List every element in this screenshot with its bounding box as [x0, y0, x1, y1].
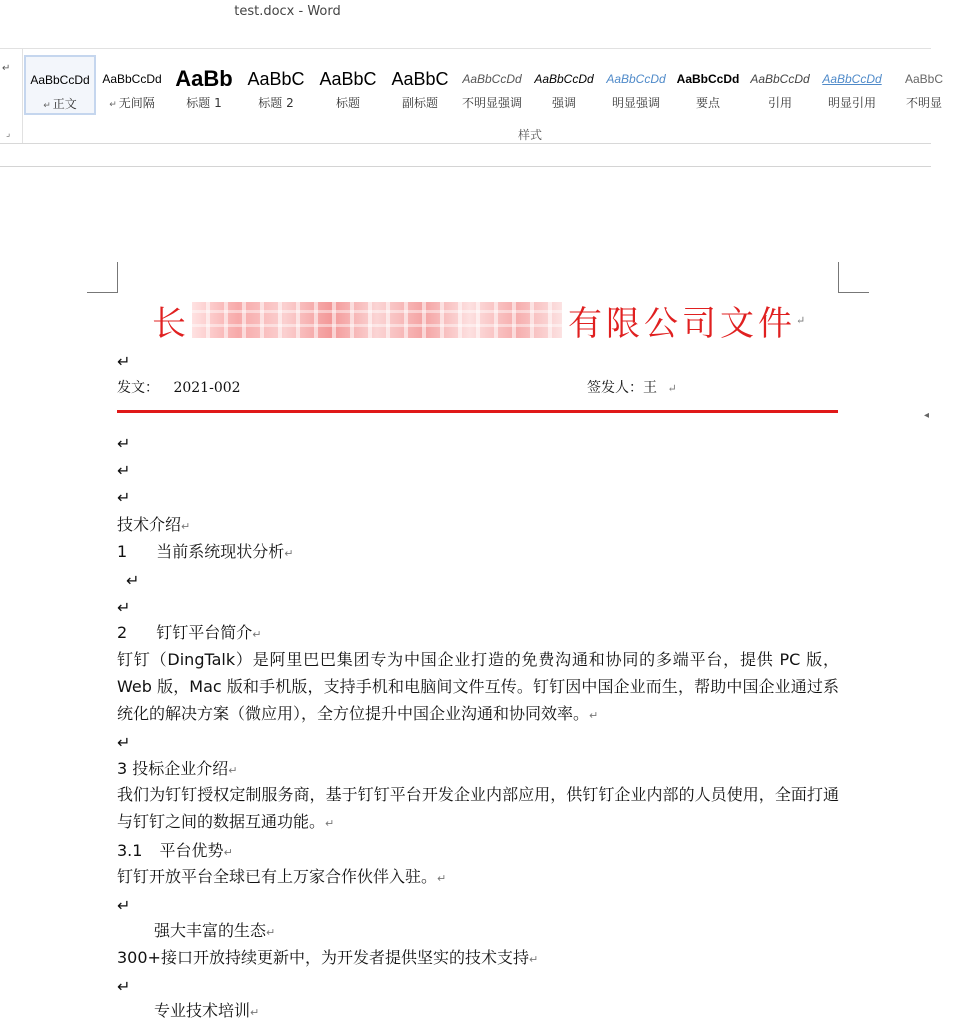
style-preview: AaBbC	[904, 72, 944, 86]
paragraph-mark: ↵	[667, 382, 677, 395]
style-preview: AaBbCcDd	[462, 72, 522, 86]
heading-text: 平台优势	[159, 841, 224, 860]
group-label: 样式	[517, 128, 542, 142]
style-preview: AaBbCcDd	[102, 72, 162, 86]
heading-1	[117, 539, 294, 562]
empty-paragraph: ↵	[117, 896, 131, 915]
window-title: test.docx - Word	[234, 4, 341, 19]
ribbon-styles-group	[0, 49, 944, 144]
issue-label: 发文：	[117, 380, 159, 396]
issue-line	[117, 377, 241, 397]
style-name: 副标题	[401, 96, 438, 110]
heading-text: 当前系统现状分析	[156, 542, 285, 561]
style-heading-2[interactable]	[240, 55, 312, 115]
ribbon-left-stub	[0, 49, 23, 143]
style-preview: AaBbCcDd	[676, 72, 740, 86]
style-name: 标题	[335, 96, 360, 110]
style-name: 不明显	[905, 96, 942, 110]
red-header-title	[152, 298, 805, 342]
style-title[interactable]	[312, 55, 384, 115]
paragraph-mark: ↵	[528, 953, 539, 966]
style-quote[interactable]	[744, 55, 816, 115]
style-intense-emphasis[interactable]	[600, 55, 672, 115]
paragraph-mark-icon[interactable]: ↵	[2, 63, 11, 74]
heading-2	[117, 620, 262, 643]
style-name: 强调	[551, 96, 576, 110]
eco-title: 强大丰富的生态↵	[154, 921, 276, 940]
side-mark-icon: ◂	[924, 410, 930, 421]
title-bar	[0, 0, 931, 49]
paragraph-company: 我们为钉钉授权定制服务商，基于钉钉平台开发企业内部应用，供钉钉企业内部的人员使用，全面打通与钉钉之间的数据互通功能。↵	[117, 785, 839, 831]
paragraph-mark: ↵	[250, 1006, 260, 1019]
red-divider	[117, 410, 838, 413]
style-preview: AaBbC	[319, 69, 377, 89]
paragraph-dingtalk: 钉钉（DingTalk）是阿里巴巴集团专为中国企业打造的免费沟通和协同的多端平台，提供 PC 版，Web 版，Mac 版和手机版，支持手机和电脑间文件互传。钉钉因中国企业而生，帮助中国企业通过系统化的解决方案（微应用），全方位提升中国企业沟通和协同效率。↵	[117, 650, 839, 723]
dialog-launcher-icon[interactable]: ⌟	[6, 129, 11, 139]
style-name: 引用	[767, 96, 792, 110]
doc-title: 技术介绍↵	[117, 515, 191, 534]
paragraph-mark-icon: ↵	[43, 101, 51, 111]
style-normal[interactable]	[24, 55, 96, 115]
empty-paragraph: ↵	[117, 598, 131, 617]
signer: 签发人：王	[587, 380, 657, 396]
header-suffix: 有限公司文件	[568, 303, 796, 344]
empty-paragraph: ↵	[126, 571, 140, 590]
style-name: 明显引用	[827, 96, 876, 110]
style-preview: AaBbCcDd	[30, 73, 90, 87]
heading-text: 钉钉平台简介	[156, 623, 253, 642]
heading-3: 3 投标企业介绍↵	[117, 759, 238, 778]
paragraph-mark: ↵	[325, 817, 335, 830]
paragraph-mark: ↵	[437, 872, 447, 885]
style-emphasis[interactable]	[528, 55, 600, 115]
paragraph-mark: ↵	[266, 926, 276, 939]
paragraph-mark: ↵	[796, 313, 806, 327]
empty-paragraph: ↵	[117, 434, 131, 453]
paragraph-mark: ↵	[252, 628, 262, 641]
issue-number: 2021-002	[173, 380, 241, 396]
crop-mark-top-right	[838, 262, 869, 293]
style-heading-1[interactable]	[168, 55, 240, 115]
ruler-area	[0, 144, 931, 167]
paragraph-partners: 钉钉开放平台全球已有上万家合作伙伴入驻。↵	[117, 867, 447, 886]
redacted-company-name	[192, 302, 562, 338]
style-name: ↵ 无间隔	[109, 96, 155, 110]
style-name: 不明显强调	[461, 96, 522, 110]
paragraph-mark: ↵	[223, 846, 233, 859]
empty-paragraph: ↵	[117, 977, 131, 996]
empty-paragraph: ↵	[117, 488, 131, 507]
signer-line	[587, 377, 677, 397]
style-name: 标题 2	[258, 96, 294, 110]
style-strong[interactable]	[672, 55, 744, 115]
paragraph-mark: ↵	[228, 764, 238, 777]
style-name: 要点	[695, 96, 720, 110]
empty-paragraph: ↵	[117, 733, 131, 752]
paragraph-mark-icon: ↵	[109, 100, 117, 110]
style-preview: AaBbCcDd	[534, 72, 594, 86]
empty-paragraph: ↵	[117, 352, 131, 371]
style-name: ↵ 正文	[43, 97, 77, 111]
style-subtitle[interactable]	[384, 55, 456, 115]
style-preview: AaBbC	[247, 69, 305, 89]
style-preview: AaBb	[175, 66, 233, 91]
training-title: 专业技术培训↵	[154, 1001, 260, 1020]
style-name: 明显强调	[611, 96, 660, 110]
heading-number: 2	[117, 623, 128, 642]
style-preview: AaBbCcDd	[750, 72, 810, 86]
style-name: 标题 1	[186, 96, 222, 110]
style-preview: AaBbCcDd	[606, 72, 666, 86]
heading-number: 3.1	[117, 841, 143, 860]
header-prefix: 长	[152, 303, 186, 344]
heading-3-1	[117, 838, 233, 861]
style-preview: AaBbC	[391, 69, 449, 89]
style-subtle-reference[interactable]	[888, 55, 960, 115]
empty-paragraph: ↵	[117, 461, 131, 480]
paragraph-mark: ↵	[589, 709, 599, 722]
heading-number: 1	[117, 542, 128, 561]
style-subtle-emphasis[interactable]	[456, 55, 528, 115]
style-preview: AaBbCcDd	[822, 72, 882, 86]
paragraph-mark: ↵	[284, 547, 294, 560]
styles-gallery	[24, 55, 944, 119]
style-no-spacing[interactable]	[96, 55, 168, 115]
paragraph-mark: ↵	[181, 520, 191, 533]
crop-mark-top-left	[87, 262, 118, 293]
style-intense-quote[interactable]	[816, 55, 888, 115]
paragraph-api: 300+接口开放持续更新中，为开发者提供坚实的技术支持↵	[117, 948, 539, 967]
